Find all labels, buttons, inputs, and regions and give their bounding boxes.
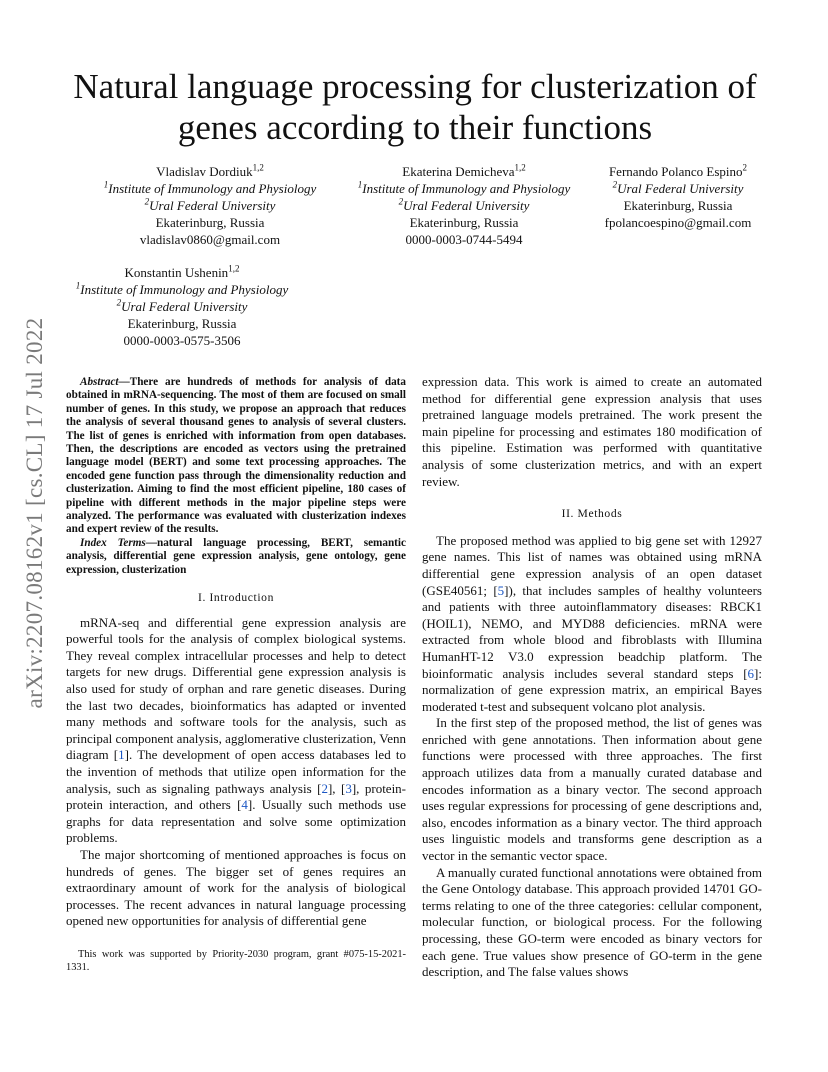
right-column [422, 374, 762, 981]
author-affiliation: Institute of Immunology and Physiology [362, 181, 571, 196]
author-contact: fpolancoespino@gmail.com [604, 215, 752, 230]
affil-mark: 1 [357, 179, 363, 190]
citation-link[interactable]: [ 1 ] [114, 747, 129, 762]
index-terms-label: Index Terms [80, 536, 146, 549]
author-affil-mark: 1,2 [228, 263, 240, 274]
methods-paragraph-2: In the first step of the proposed method, the list of genes was enriched with gene annotations. Then information about gene functions were processed with three approaches. The first approach utilizes data from a manually curated database and encodes information as a binary vector. The second approach uses regular expressions for processing of gene descriptions and, also, encodes information as a binary vector. The third approach uses linguistic models and transforms gene description as a vector in the semantic vector space. [422, 715, 762, 864]
methods-paragraph-3: A manually curated functional annotations were obtained from the Gene Ontology database. This approach provided 14701 GO-terms relating to one of the three categories: cellular component, molecular function, or biological process. For the following processing, these GO-term were encoded as binary vectors for each gene. True values show presence of GO-term in the gene description, and The false values shows [422, 864, 762, 980]
author-contact: 0000-0003-0575-3506 [123, 333, 241, 348]
citation-link[interactable]: [ 4 ] [237, 797, 252, 812]
abstract-label: Abstract [80, 376, 119, 388]
author-affiliation: Institute of Immunology and Physiology [108, 181, 317, 196]
citation-link[interactable]: [ 6 ] [743, 666, 758, 681]
author-affil-mark: 1,2 [252, 162, 264, 173]
author-city: Ekaterinburg, Russia [623, 198, 733, 213]
citation-link[interactable]: [ 5 ] [493, 583, 508, 598]
author-name: Vladislav Dordiuk [156, 164, 253, 179]
footnote: This work was supported by Priority-2030 program, grant #075-15-2021-1331. [66, 949, 406, 973]
author-affil-mark: 2 [742, 162, 748, 173]
author-name: Konstantin Ushenin [124, 265, 229, 280]
affil-mark: 2 [144, 196, 150, 207]
author-contact: 0000-0003-0744-5494 [405, 232, 523, 247]
section-heading-methods: II. Methods [561, 507, 623, 521]
intro-paragraph-1: mRNA-seq and differential gene expression analysis are powerful tools for the analysis of complex biological systems. They reveal complex intracellular processes and help to detect targets for new drugs. Differential gene expression analysis is also used for study of orphan and rare genetic diseases. During the last two decades, bioinformatics has adapted or invented many methods and software tools for the analysis, such as principal component analysis, agglomerative clusterization, Venn diagram [ 1 ] . The development of open access databases led to the invention of methods that utilize open information for the analysis, such as signaling pathways analysis [ 2 ] , [ 3 ] , protein-protein interaction, and others [ 4 ] . Usually such methods use graphs for data representation and solve some optimization problems. [66, 615, 406, 847]
author-affiliation: Ural Federal University [149, 198, 276, 213]
author-contact: vladislav0860@gmail.com [139, 232, 281, 247]
author-block-2 [334, 163, 594, 248]
abstract: Abstract—There are hundreds of methods for analysis of data obtained in mRNA-sequencing. The most of them are focused on small number of genes. In this study, we propose an approach that reduces the analysis of several thousand genes to analysis of several clusters. The list of genes is enriched with information from open databases. Then, the descriptions are encoded as vectors using the pretrained language model (BERT) and some text processing approaches. The encoded gene function pass through the dimensionality reduction and clusterization. Aiming to find the most efficient pipeline, 180 cases of pipeline with different methods in the major pipeline steps were analyzed. The performance was evaluated with clusterization indexes and expert review of the results. [66, 376, 406, 536]
author-block-4 [52, 264, 312, 349]
author-affiliation: Ural Federal University [617, 181, 744, 196]
left-column [66, 376, 406, 930]
paper-title: Natural language processing for clusterization of genes according to their functions [73, 67, 757, 147]
affil-mark: 1 [75, 280, 81, 291]
affil-mark: 2 [398, 196, 404, 207]
citation-link[interactable]: [ 2 ] [317, 781, 332, 796]
intro-paragraph-2: The major shortcoming of mentioned approaches is focus on hundreds of genes. The bigger set of genes requires an extraordinary amount of work for the analysis of biological processes. The recent advances in natural language processing opened new opportunities for analysis of differential gene [66, 847, 406, 929]
author-affiliation: Ural Federal University [403, 198, 530, 213]
author-affiliation: Institute of Immunology and Physiology [80, 282, 289, 297]
intro-paragraph-continued: expression data. This work is aimed to create an automated method for differential gene expression analysis that uses pretrained language models pretrained. The work present the main pipeline for processing and estimates 180 modification of this pipeline. Estimation was performed with quantitative analysis of some clusterization metrics, and with an expert review. [422, 374, 762, 489]
author-affiliation: Ural Federal University [121, 299, 248, 314]
author-affil-mark: 1,2 [514, 162, 526, 173]
author-city: Ekaterinburg, Russia [155, 215, 265, 230]
abstract-text: There are hundreds of methods for analysis of data obtained in mRNA-sequencing. The most of them are focused on small number of genes. In this study, we propose an approach that reduces the analysis of several thousand genes to analysis of several clusters. The list of genes is enriched with information from open databases. Then, the descriptions are encoded as vectors using the pretrained language model (BERT) and some text processing approaches. The encoded gene function pass through the dimensionality reduction and clusterization. Aiming to find the most efficient pipeline, 180 cases of pipeline with different methods in the major pipeline steps were analyzed. The performance was evaluated with clusterization indexes and expert review of the results. [66, 376, 406, 536]
affil-mark: 2 [612, 179, 618, 190]
affil-mark: 2 [116, 297, 122, 308]
affil-mark: 1 [103, 179, 109, 190]
author-block-3 [588, 163, 768, 231]
methods-paragraph-1: The proposed method was applied to big gene set with 12927 gene names. This list of names was obtained using mRNA differential gene expression analysis of an open dataset (GSE40561; [ 5 ] ), that includes samples of healthy volunteers and patients with three autoinflammatory diseases: RBCK1 (HOIL1), NEMO, and MYD88 deficiencies. mRNA were extracted from whole blood and fibroblasts with Illumina HumanHT-12 V3.0 expression beadchip platform. The bioinformatic analysis includes several standard steps [ 6 ] : normalization of gene expression matrix, an empirical Bayes moderated t-test and subsequent volcano plot analysis. [422, 533, 762, 716]
author-city: Ekaterinburg, Russia [127, 316, 237, 331]
author-city: Ekaterinburg, Russia [409, 215, 519, 230]
author-name: Fernando Polanco Espino [608, 164, 743, 179]
citation-link[interactable]: [ 3 ] [341, 781, 356, 796]
index-terms-text: natural language processing, BERT, semantic analysis, differential gene expression analysis, gene ontology, gene expression, clusterization [66, 536, 406, 576]
arxiv-stamp [22, 298, 48, 728]
author-name: Ekaterina Demicheva [402, 164, 515, 179]
index-terms: Index Terms—natural language processing, BERT, semantic analysis, differential gene expression analysis, gene ontology, gene expression, clusterization [66, 536, 406, 576]
arxiv-stamp-text: arXiv:2207.08162v1 [cs.CL] 17 Jul 2022 [22, 317, 47, 709]
section-heading-introduction: I. Introduction [198, 591, 274, 605]
author-block-1 [80, 163, 340, 248]
